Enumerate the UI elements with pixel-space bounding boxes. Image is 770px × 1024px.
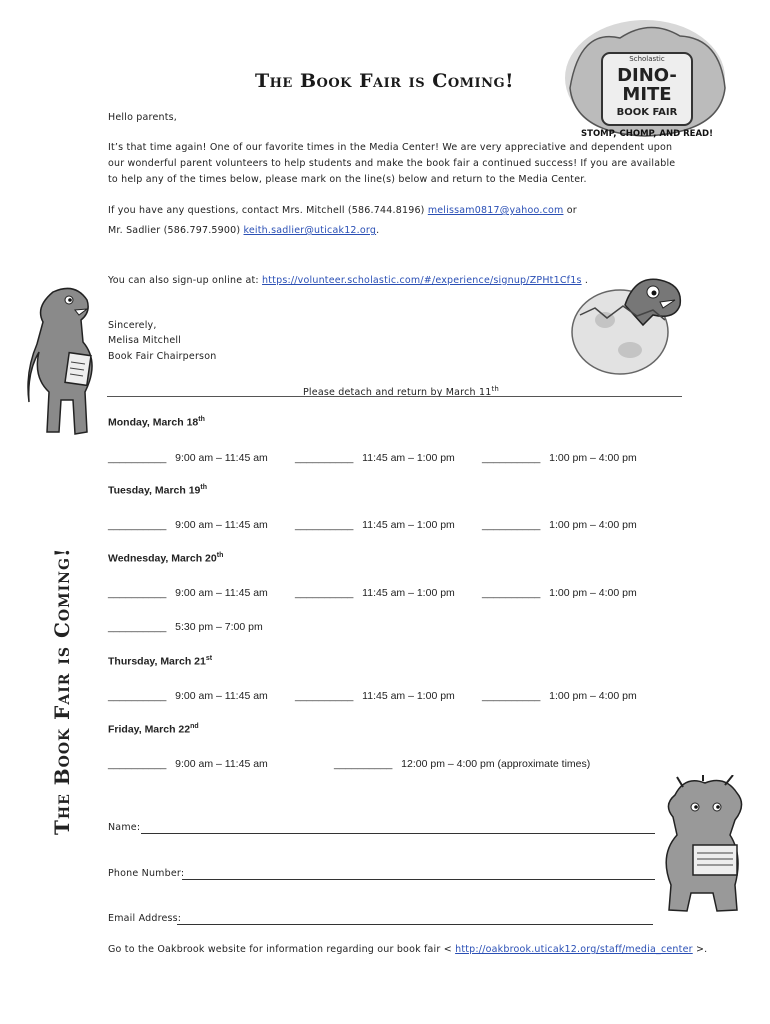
slot-row: [482, 690, 637, 702]
slot-row: [108, 452, 268, 464]
day-friday: [108, 723, 199, 736]
time-slot: 9:00 am – 11:45 am: [175, 758, 268, 770]
contact-text-2: Mr. Sadlier (586.797.5900): [108, 225, 244, 236]
contact-line-1: [108, 203, 577, 219]
time-slot: 11:45 am – 1:00 pm: [362, 690, 455, 702]
signup-blank[interactable]: __________: [108, 519, 167, 531]
time-slot: 11:45 am – 1:00 pm: [362, 587, 455, 599]
day-sup: nd: [190, 723, 199, 730]
signup-blank[interactable]: __________: [482, 519, 541, 531]
contact-text-1: If you have any questions, contact Mrs. Mitchell (586.744.8196): [108, 205, 428, 216]
detach-divider: [107, 396, 682, 397]
time-slot: 9:00 am – 11:45 am: [175, 452, 268, 464]
detach-notice: [303, 381, 499, 401]
day-sup: th: [216, 552, 224, 559]
signup-blank[interactable]: __________: [108, 690, 167, 702]
day-label: Monday, March 18: [108, 416, 199, 429]
day-label: Wednesday, March 20: [108, 552, 217, 565]
time-slot: 5:30 pm – 7:00 pm: [175, 621, 263, 633]
vertical-title: The Book Fair is Coming!: [50, 547, 74, 835]
logo-line2: MITE: [622, 84, 672, 105]
time-slot: 9:00 am – 11:45 am: [175, 587, 268, 599]
logo-line3: BOOK FAIR: [616, 107, 678, 118]
detach-text: Please detach and return by March 11: [303, 387, 492, 399]
day-thursday: [108, 655, 212, 668]
signup-suffix: .: [581, 275, 589, 286]
name-label: Name:: [108, 822, 141, 833]
greeting: Hello parents,: [108, 112, 178, 123]
time-slot: 11:45 am – 1:00 pm: [362, 452, 455, 464]
footer-text: Go to the Oakbrook website for information regarding our book fair <: [108, 944, 456, 955]
intro-paragraph: It’s that time again! One of our favorite times in the Media Center! We are very appreciative and dependent upon our wonderful parent volunteers to help students and make the book fair a continued success! If you are available to help any of the times below, please mark on the line(s) below and return to the Media Center.: [108, 142, 676, 185]
signer-role: Book Fair Chairperson: [108, 351, 217, 362]
slot-row: [108, 519, 268, 531]
signup-blank[interactable]: __________: [482, 690, 541, 702]
slot-row: [295, 690, 455, 702]
contact-suffix-1: or: [563, 205, 577, 216]
slot-row: [482, 452, 637, 464]
detach-sup: th: [491, 385, 500, 393]
time-slot: 1:00 pm – 4:00 pm: [549, 452, 637, 464]
hatching-dino-illustration: [565, 270, 690, 380]
website-link[interactable]: http://oakbrook.uticak12.org/staff/media_center: [455, 944, 693, 955]
signup-blank[interactable]: __________: [295, 690, 354, 702]
signup-blank[interactable]: __________: [295, 519, 354, 531]
footer-suffix: >.: [692, 944, 708, 955]
email-field[interactable]: [177, 915, 653, 925]
slot-row: [108, 621, 263, 633]
time-slot: 11:45 am – 1:00 pm: [362, 519, 455, 531]
signup-blank[interactable]: __________: [108, 758, 167, 770]
time-slot: 9:00 am – 11:45 am: [175, 519, 268, 531]
day-label: Friday, March 22: [108, 723, 191, 736]
slot-row: [295, 519, 455, 531]
signer-name: Melisa Mitchell: [108, 335, 182, 346]
signup-blank[interactable]: __________: [334, 758, 393, 770]
closing: Sincerely,: [108, 320, 157, 331]
signup-blank[interactable]: __________: [108, 452, 167, 464]
signup-line: [108, 273, 588, 289]
time-slot: 1:00 pm – 4:00 pm: [549, 587, 637, 599]
contact-suffix-2: .: [376, 225, 380, 236]
slot-row: [295, 587, 455, 599]
email-link-mitchell[interactable]: melissam0817@yahoo.com: [427, 205, 564, 216]
slot-row: [108, 690, 268, 702]
name-field[interactable]: [141, 824, 655, 834]
signup-blank[interactable]: __________: [482, 587, 541, 599]
triceratops-illustration: [655, 775, 750, 915]
day-tuesday: [108, 484, 207, 497]
slot-row: [482, 587, 637, 599]
slot-row: [108, 587, 268, 599]
logo-brand: Scholastic: [629, 55, 665, 63]
logo-tagline: STOMP, CHOMP, AND READ!: [581, 129, 713, 139]
time-slot: 12:00 pm – 4:00 pm (approximate times): [401, 758, 591, 770]
slot-row: [108, 758, 268, 770]
day-label: Tuesday, March 19: [108, 484, 201, 497]
time-slot: 9:00 am – 11:45 am: [175, 690, 268, 702]
phone-field[interactable]: [182, 870, 655, 880]
signup-blank[interactable]: __________: [295, 452, 354, 464]
day-sup: st: [205, 655, 213, 662]
time-slot: 1:00 pm – 4:00 pm: [549, 690, 637, 702]
book-fair-logo: [560, 18, 730, 143]
day-sup: th: [198, 416, 205, 423]
slot-row: [295, 452, 455, 464]
signup-blank[interactable]: __________: [108, 587, 167, 599]
logo-line1: DINO-: [617, 65, 677, 86]
time-slot: 1:00 pm – 4:00 pm: [549, 519, 637, 531]
slot-row: [482, 519, 637, 531]
signup-blank[interactable]: __________: [108, 621, 167, 633]
email-label: Email Address:: [108, 913, 182, 924]
footer-line: [108, 942, 707, 958]
reading-dino-illustration: [25, 282, 110, 442]
slot-row: [334, 758, 590, 770]
contact-line-2: [108, 223, 379, 239]
signup-blank[interactable]: __________: [295, 587, 354, 599]
signup-blank[interactable]: __________: [482, 452, 541, 464]
page-title: The Book Fair is Coming!: [255, 70, 514, 92]
day-monday: [108, 416, 205, 429]
day-wednesday: [108, 552, 223, 565]
phone-label: Phone Number:: [108, 868, 185, 879]
signup-text: You can also sign-up online at:: [108, 275, 263, 286]
signup-link[interactable]: https://volunteer.scholastic.com/#/experience/signup/ZPHt1Cf1s: [262, 275, 582, 286]
day-sup: th: [200, 484, 208, 491]
email-link-sadlier[interactable]: keith.sadlier@uticak12.org: [243, 225, 377, 236]
day-label: Thursday, March 21: [108, 655, 206, 668]
